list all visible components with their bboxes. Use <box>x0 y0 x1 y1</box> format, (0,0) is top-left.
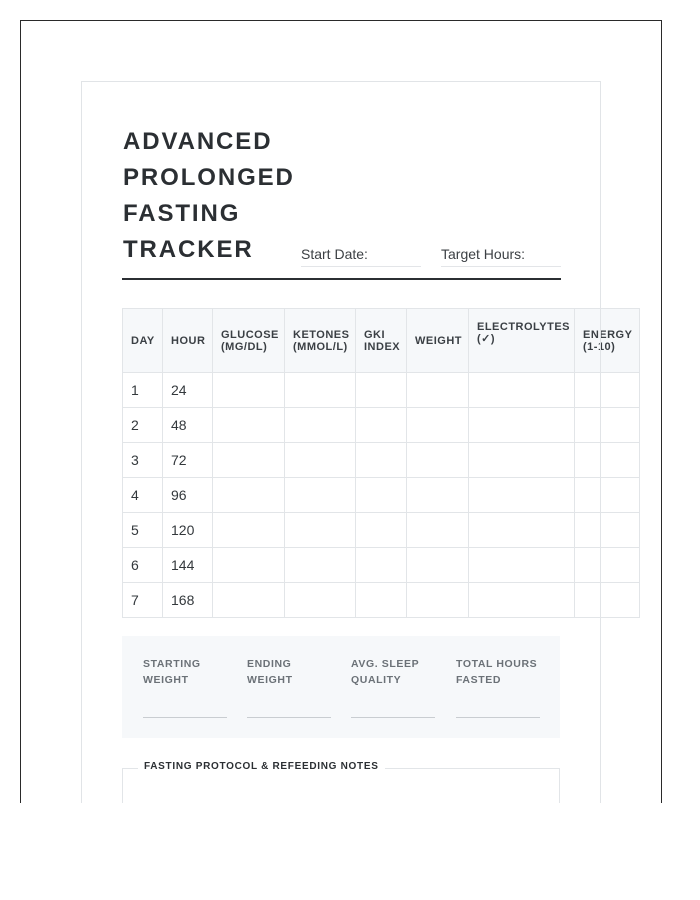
cell-weight[interactable] <box>407 513 469 548</box>
cell-hour: 120 <box>163 513 213 548</box>
daily-log-table <box>122 308 640 618</box>
table-row <box>123 408 640 443</box>
title-line: TRACKER <box>123 236 254 263</box>
cell-glucose[interactable] <box>213 478 285 513</box>
start-date-field[interactable] <box>301 245 421 267</box>
cell-hour: 144 <box>163 548 213 583</box>
table-header-row <box>123 309 640 373</box>
table-row <box>123 443 640 478</box>
cell-electrolytes[interactable] <box>469 513 575 548</box>
cell-hour: 72 <box>163 443 213 478</box>
stat-avg-sleep-quality[interactable] <box>351 656 436 688</box>
cell-weight[interactable] <box>407 408 469 443</box>
cell-ketones[interactable] <box>285 513 356 548</box>
cell-weight[interactable] <box>407 478 469 513</box>
cell-glucose[interactable] <box>213 408 285 443</box>
cell-weight[interactable] <box>407 583 469 618</box>
daily-log-table-wrapper <box>122 308 640 618</box>
cell-energy[interactable] <box>575 478 640 513</box>
tracker-content <box>122 21 662 803</box>
cell-electrolytes[interactable] <box>469 548 575 583</box>
cell-energy[interactable] <box>575 408 640 443</box>
cell-gki-index[interactable] <box>356 478 407 513</box>
cell-gki-index[interactable] <box>356 548 407 583</box>
title-line: PROLONGED <box>123 164 295 191</box>
stat-label: TOTAL HOURS FASTED <box>456 658 538 686</box>
cell-hour: 24 <box>163 373 213 408</box>
title-line: FASTING <box>123 200 241 227</box>
cell-day: 2 <box>123 408 163 443</box>
cell-weight[interactable] <box>407 373 469 408</box>
notes-label: FASTING PROTOCOL & REFEEDING NOTES <box>138 761 385 772</box>
cell-glucose[interactable] <box>213 513 285 548</box>
cell-weight[interactable] <box>407 548 469 583</box>
cell-energy[interactable] <box>575 443 640 478</box>
summary-stats-panel <box>122 636 560 738</box>
stat-input-line[interactable] <box>456 717 540 718</box>
stat-starting-weight[interactable] <box>143 656 228 688</box>
column-header-energy: ENERGY (1-10) <box>575 309 640 373</box>
cell-electrolytes[interactable] <box>469 478 575 513</box>
cell-glucose[interactable] <box>213 583 285 618</box>
cell-energy[interactable] <box>575 548 640 583</box>
stat-label: STARTING WEIGHT <box>143 658 201 686</box>
cell-day: 5 <box>123 513 163 548</box>
header-section <box>122 121 561 280</box>
cell-glucose[interactable] <box>213 443 285 478</box>
cell-ketones[interactable] <box>285 443 356 478</box>
cell-weight[interactable] <box>407 443 469 478</box>
cell-energy[interactable] <box>575 583 640 618</box>
cell-ketones[interactable] <box>285 408 356 443</box>
column-header-hour: HOUR <box>163 309 213 373</box>
cell-gki-index[interactable] <box>356 373 407 408</box>
stat-input-line[interactable] <box>247 717 331 718</box>
column-header-day: DAY <box>123 309 163 373</box>
stat-total-hours-fasted[interactable] <box>456 656 541 688</box>
cell-gki-index[interactable] <box>356 583 407 618</box>
target-hours-label: Target Hours: <box>441 246 526 262</box>
cell-ketones[interactable] <box>285 583 356 618</box>
cell-ketones[interactable] <box>285 548 356 583</box>
cell-day: 1 <box>123 373 163 408</box>
cell-day: 4 <box>123 478 163 513</box>
cell-day: 6 <box>123 548 163 583</box>
column-header-ketones: KETONES (MMOL/L) <box>285 309 356 373</box>
printable-page-frame <box>20 20 662 803</box>
stat-input-line[interactable] <box>143 717 227 718</box>
cell-ketones[interactable] <box>285 478 356 513</box>
cell-glucose[interactable] <box>213 548 285 583</box>
stat-label: ENDING WEIGHT <box>247 658 293 686</box>
cell-electrolytes[interactable] <box>469 373 575 408</box>
stat-input-line[interactable] <box>351 717 435 718</box>
cell-electrolytes[interactable] <box>469 443 575 478</box>
cell-energy[interactable] <box>575 373 640 408</box>
cell-gki-index[interactable] <box>356 513 407 548</box>
notes-section <box>122 761 560 803</box>
cell-hour: 48 <box>163 408 213 443</box>
notes-input-area[interactable] <box>123 769 559 803</box>
table-row <box>123 373 640 408</box>
cell-electrolytes[interactable] <box>469 408 575 443</box>
table-row <box>123 478 640 513</box>
title-line: ADVANCED <box>123 128 273 155</box>
cell-hour: 96 <box>163 478 213 513</box>
cell-gki-index[interactable] <box>356 408 407 443</box>
table-row <box>123 513 640 548</box>
cell-glucose[interactable] <box>213 373 285 408</box>
cell-energy[interactable] <box>575 513 640 548</box>
column-header-glucose: GLUCOSE (MG/DL) <box>213 309 285 373</box>
stat-label: AVG. SLEEP QUALITY <box>351 658 420 686</box>
stat-ending-weight[interactable] <box>247 656 332 688</box>
target-hours-field[interactable] <box>441 245 561 267</box>
page-title <box>123 124 293 268</box>
column-header-gki-index: GKI INDEX <box>356 309 407 373</box>
cell-gki-index[interactable] <box>356 443 407 478</box>
cell-ketones[interactable] <box>285 373 356 408</box>
cell-day: 3 <box>123 443 163 478</box>
start-date-label: Start Date: <box>301 246 368 262</box>
cell-electrolytes[interactable] <box>469 583 575 618</box>
column-header-electrolytes: ELECTROLYTES (✓) <box>469 309 575 373</box>
cell-hour: 168 <box>163 583 213 618</box>
table-row <box>123 583 640 618</box>
cell-day: 7 <box>123 583 163 618</box>
table-row <box>123 548 640 583</box>
column-header-weight: WEIGHT <box>407 309 469 373</box>
